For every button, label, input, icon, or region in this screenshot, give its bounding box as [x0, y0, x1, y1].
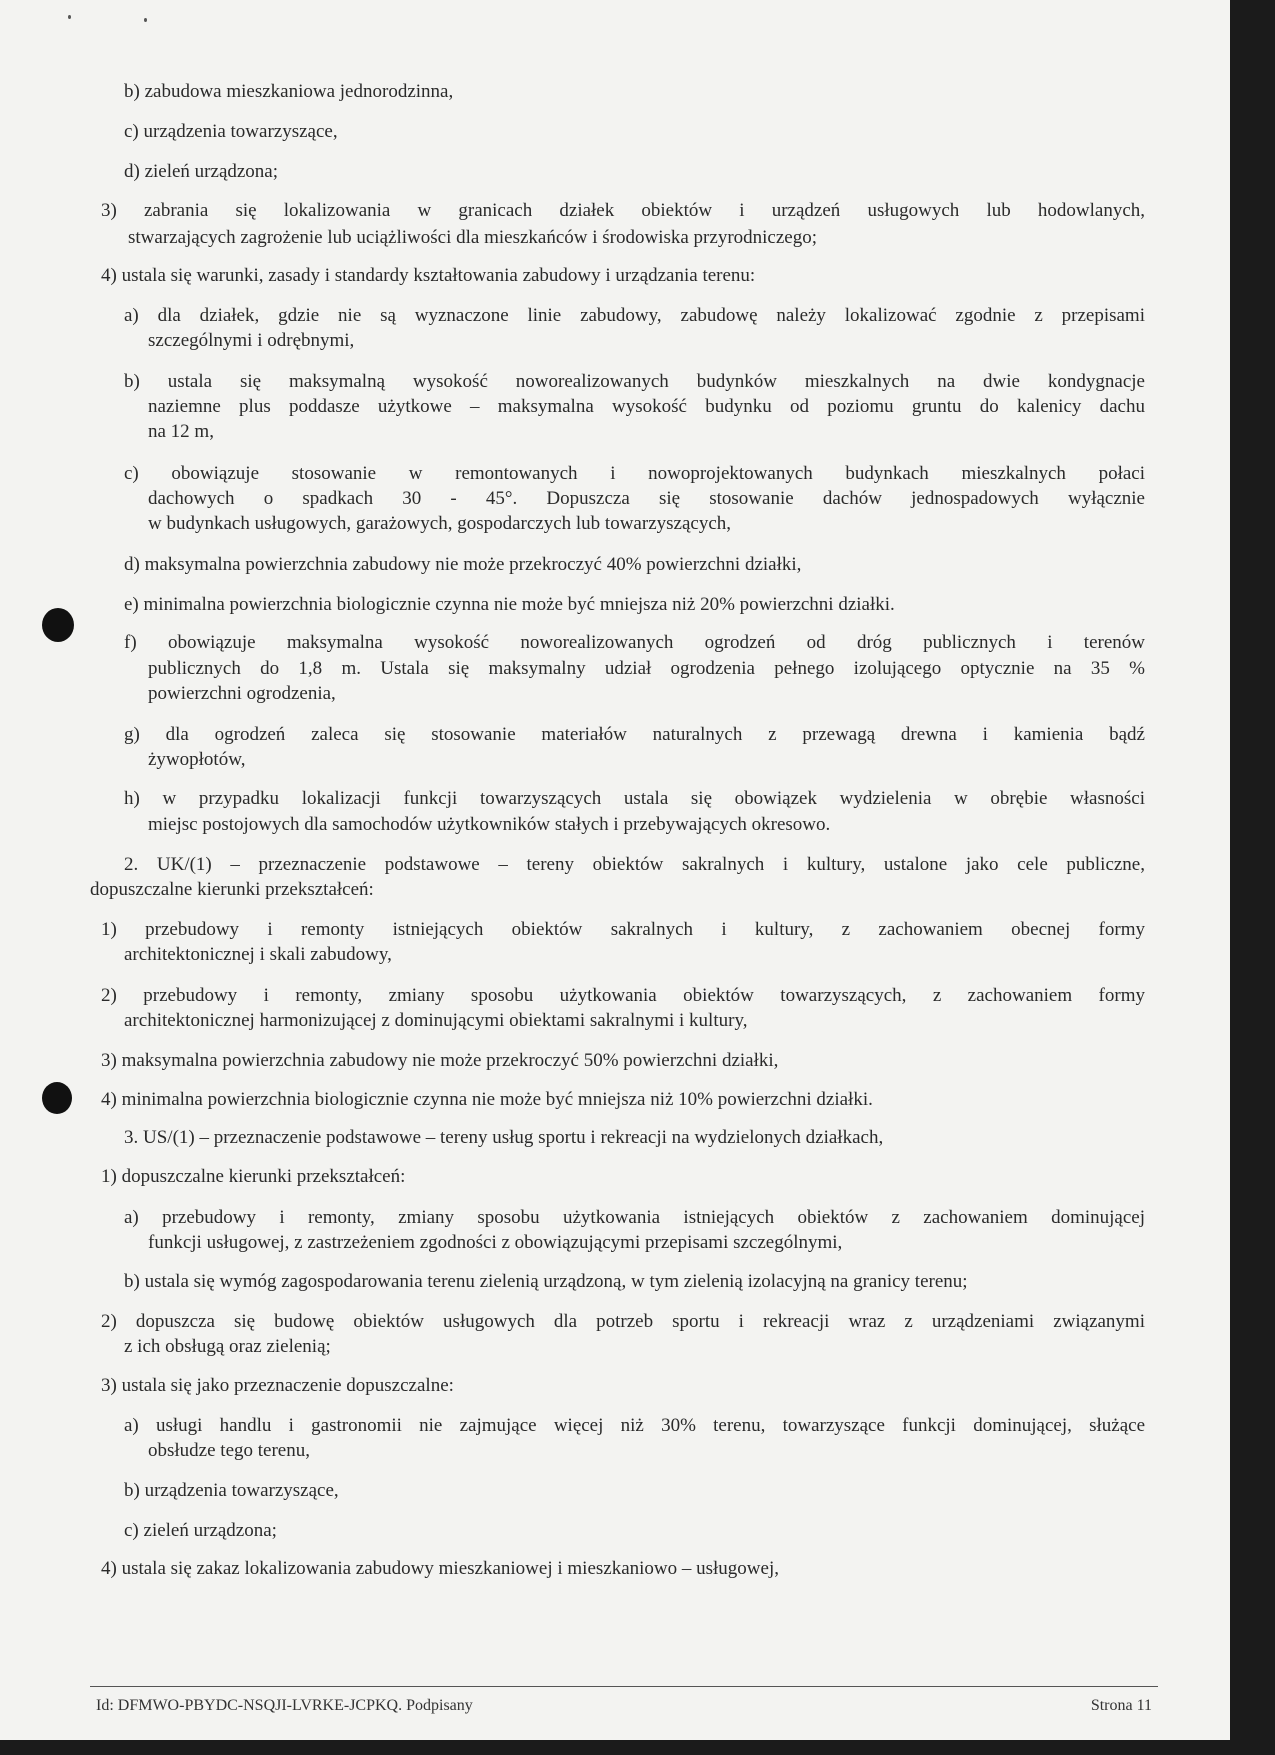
text-line: a) dla działek, gdzie nie są wyznaczone linie zabudowy, zabudowę należy lokalizować zgodnie z przepisami: [124, 305, 1145, 326]
text-line: d) maksymalna powierzchnia zabudowy nie może przekroczyć 40% powierzchni działki,: [124, 554, 802, 575]
text-line: 3) maksymalna powierzchnia zabudowy nie może przekroczyć 50% powierzchni działki,: [101, 1050, 779, 1071]
text-line: 4) minimalna powierzchnia biologicznie czynna nie może być mniejsza niż 10% powierzchni działki.: [101, 1089, 873, 1110]
text-line: z ich obsługą oraz zielenią;: [124, 1336, 331, 1357]
text-line: h) w przypadku lokalizacji funkcji towarzyszących ustala się obowiązek wydzielenia w obrębie własności: [124, 788, 1145, 809]
text-line: b) urządzenia towarzyszące,: [124, 1480, 339, 1501]
page-number: Strona 11: [1090, 1697, 1152, 1714]
text-line: na 12 m,: [148, 421, 214, 442]
text-line: architektonicznej i skali zabudowy,: [124, 944, 392, 965]
text-line: 2) dopuszcza się budowę obiektów usługowych dla potrzeb sportu i rekreacji wraz z urządzeniami związanymi: [101, 1311, 1145, 1332]
scan-speck: [68, 15, 71, 19]
text-line: b) ustala się wymóg zagospodarowania terenu zielenią urządzoną, w tym zielenią izolacyjną na granicy terenu;: [124, 1271, 968, 1292]
text-line: c) urządzenia towarzyszące,: [124, 121, 338, 142]
text-line: obsłudze tego terenu,: [148, 1440, 310, 1461]
text-line: 2. UK/(1) – przeznaczenie podstawowe – tereny obiektów sakralnych i kultury, ustalone jako cele publiczne,: [124, 854, 1145, 875]
text-line: szczególnymi i odrębnymi,: [148, 330, 355, 351]
text-line: w budynkach usługowych, garażowych, gospodarczych lub towarzyszących,: [148, 513, 731, 534]
text-line: d) zieleń urządzona;: [124, 161, 279, 182]
text-line: 2) przebudowy i remonty, zmiany sposobu użytkowania obiektów towarzyszących, z zachowaniem formy: [101, 985, 1145, 1006]
text-line: 1) przebudowy i remonty istniejących obiektów sakralnych i kultury, z zachowaniem obecnej formy: [101, 919, 1145, 940]
text-line: c) zieleń urządzona;: [124, 1520, 277, 1541]
text-line: naziemne plus poddasze użytkowe – maksymalna wysokość budynku od poziomu gruntu do kalenicy dachu: [148, 396, 1145, 417]
text-line: c) obowiązuje stosowanie w remontowanych i nowoprojektowanych budynkach mieszkalnych połaci: [124, 463, 1145, 484]
text-line: 4) ustala się zakaz lokalizowania zabudowy mieszkaniowej i mieszkaniowo – usługowej,: [101, 1558, 779, 1579]
text-line: 4) ustala się warunki, zasady i standardy kształtowania zabudowy i urządzania terenu:: [101, 265, 756, 286]
text-line: g) dla ogrodzeń zaleca się stosowanie materiałów naturalnych z przewagą drewna i kamienia bądź: [124, 724, 1145, 745]
text-line: publicznych do 1,8 m. Ustala się maksymalny udział ogrodzenia pełnego izolującego optycznie na 35 %: [148, 658, 1145, 679]
text-line: żywopłotów,: [148, 749, 246, 770]
punch-hole: [42, 1082, 72, 1114]
text-line: funkcji usługowej, z zastrzeżeniem zgodności z obowiązującymi przepisami szczególnymi,: [148, 1232, 843, 1253]
text-line: 3) zabrania się lokalizowania w granicach działek obiektów i urządzeń usługowych lub hodowlanych,: [101, 200, 1145, 221]
scan-speck: [144, 18, 147, 22]
text-line: f) obowiązuje maksymalna wysokość noworealizowanych ogrodzeń od dróg publicznych i terenów: [124, 632, 1145, 653]
text-line: 3. US/(1) – przeznaczenie podstawowe – tereny usług sportu i rekreacji na wydzielonych działkach,: [124, 1127, 884, 1148]
footer-divider: [90, 1686, 1158, 1687]
text-line: dachowych o spadkach 30 - 45°. Dopuszcza się stosowanie dachów jednospadowych wyłącznie: [148, 488, 1145, 509]
text-line: b) ustala się maksymalną wysokość noworealizowanych budynków mieszkalnych na dwie kondygnacje: [124, 371, 1145, 392]
text-line: stwarzających zagrożenie lub uciążliwości dla mieszkańców i środowiska przyrodniczego;: [128, 227, 818, 248]
text-line: e) minimalna powierzchnia biologicznie czynna nie może być mniejsza niż 20% powierzchni działki.: [124, 594, 895, 615]
text-line: a) usługi handlu i gastronomii nie zajmujące więcej niż 30% terenu, towarzyszące funkcji dominującej, służące: [124, 1415, 1145, 1436]
punch-hole: [42, 608, 74, 642]
text-line: miejsc postojowych dla samochodów użytkowników stałych i przebywających okresowo.: [148, 814, 831, 835]
text-line: 3) ustala się jako przeznaczenie dopuszczalne:: [101, 1375, 454, 1396]
text-line: 1) dopuszczalne kierunki przekształceń:: [101, 1166, 406, 1187]
text-line: a) przebudowy i remonty, zmiany sposobu użytkowania istniejących obiektów z zachowaniem dominującej: [124, 1207, 1145, 1228]
text-line: b) zabudowa mieszkaniowa jednorodzinna,: [124, 81, 454, 102]
text-line: architektonicznej harmonizującej z dominującymi obiektami sakralnymi i kultury,: [124, 1010, 748, 1031]
document-id: Id: DFMWO-PBYDC-NSQJI-LVRKE-JCPKQ. Podpisany: [96, 1697, 473, 1714]
text-line: powierzchni ogrodzenia,: [148, 683, 336, 704]
text-line: dopuszczalne kierunki przekształceń:: [90, 879, 374, 900]
